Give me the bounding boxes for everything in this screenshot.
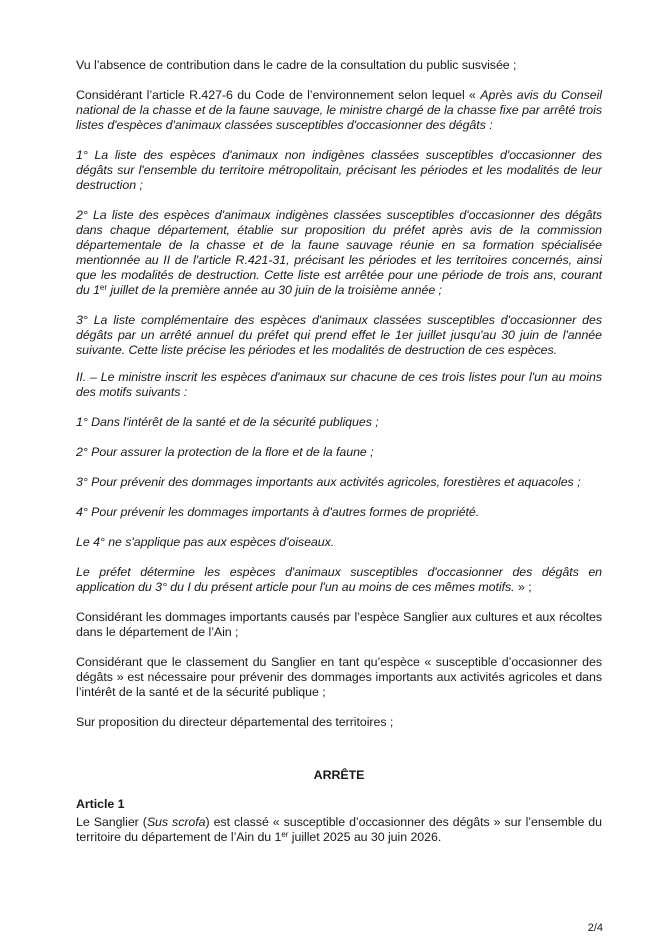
document-body (76, 58, 602, 845)
paragraph-classement: Considérant que le classement du Sanglier en tant qu’espèce « susceptible d’occasionner des dégâts » est nécessaire pour prévenir des dommages importants aux activités agricoles et dans l’intérêt de la santé et de la sécurité publique ; (76, 655, 602, 699)
paragraph-prefet (76, 565, 602, 595)
considerant-intro: Considérant l’article R.427-6 du Code de l’environnement selon lequel « (76, 88, 481, 102)
superscript-er: er (99, 283, 107, 292)
paragraph-motif-1 (76, 415, 602, 430)
list-2-text-b: juillet de la première année au 30 juin de la troisième année ; (106, 283, 442, 297)
paragraph-considerant-article (76, 88, 602, 133)
arrete-heading: ARRÊTE (313, 768, 365, 782)
article-1-heading: Article 1 (76, 797, 125, 811)
paragraph-section-ii (76, 370, 602, 400)
quote-text: Après avis du Conseil national de la chasse et de la faune sauvage, le ministre chargé de la chasse fixe par arrêté trois listes d'espèces d'animaux classées susceptibles d'occasionner des dégâts : (76, 88, 602, 132)
paragraph-proposition: Sur proposition du directeur départemental des territoires ; (76, 715, 394, 729)
paragraph-motif-4 (76, 505, 602, 520)
paragraph-vu: Vu l’absence de contribution dans le cadre de la consultation du public susvisée ; (76, 58, 517, 72)
paragraph-motif-3 (76, 475, 602, 490)
oiseaux-text: Le 4° ne s'applique pas aux espèces d'oiseaux. (76, 535, 335, 549)
paragraph-oiseaux (76, 535, 602, 550)
paragraph-dommages: Considérant les dommages importants causés par l’espèce Sanglier aux cultures et aux récoltes dans le département de l’Ain ; (76, 610, 602, 639)
article-1-text-a: Le Sanglier ( (76, 815, 147, 829)
article-1-body (76, 815, 602, 845)
motif-3-text: 3° Pour prévenir des dommages importants aux activités agricoles, forestières et aquacoles ; (76, 475, 581, 489)
section-ii-text: II. – Le ministre inscrit les espèces d'animaux sur chacune de ces trois listes pour l'un au moins des motifs suivants : (76, 370, 602, 399)
page-number: 2/4 (587, 922, 603, 934)
article-1-text-c: juillet 2025 au 30 juin 2026. (288, 830, 442, 844)
article-1-text-b: ) est classé « susceptible d’occasionner des dégâts » sur l’ensemble du territoire du département de l’Ain du 1 (76, 815, 602, 844)
list-1-text: 1° La liste des espèces d'animaux non indigènes classées susceptibles d'occasionner des dégâts sur l'ensemble du territoire métropolitain, précisant les périodes et les modalités de leur destruction ; (76, 148, 602, 192)
list-3-text: 3° La liste complémentaire des espèces d'animaux classées susceptibles d'occasionner des dégâts par un arrêté annuel du préfet qui prend effet le 1er juillet jusqu'au 30 juin de l'année suivante. Cette liste précise les périodes et les modalités de destruction de ces espèces. (76, 313, 602, 357)
motif-1-text: 1° Dans l'intérêt de la santé et de la sécurité publiques ; (76, 415, 379, 429)
motif-4-text: 4° Pour prévenir les dommages importants à d'autres formes de propriété. (76, 505, 480, 519)
prefet-text: Le préfet détermine les espèces d'animaux susceptibles d'occasionner des dégâts en application du 3° du I du présent article pour l'un au moins de ces mêmes motifs. (76, 565, 602, 594)
superscript-er: er (281, 830, 289, 839)
quote-close: » ; (514, 580, 532, 594)
species-name: Sus scrofa (146, 815, 206, 829)
paragraph-motif-2 (76, 445, 602, 460)
list-2-text-a: 2° La liste des espèces d'animaux indigènes classées susceptibles d'occasionner des dégâts dans chaque département, établie sur proposition du préfet après avis de la commission départementale de la chasse et de la faune sauvage réunie en sa formation spécialisée mentionnée au II de l'article R.421-31, précisant les périodes et les territoires concernés, ainsi que les modalités de destruction. Cette liste est arrêtée pour une période de trois ans, courant du 1 (76, 208, 602, 297)
paragraph-list-1 (76, 148, 602, 193)
motif-2-text: 2° Pour assurer la protection de la flore et de la faune ; (76, 445, 374, 459)
paragraph-list-2 (76, 208, 602, 298)
paragraph-list-3 (76, 313, 602, 358)
